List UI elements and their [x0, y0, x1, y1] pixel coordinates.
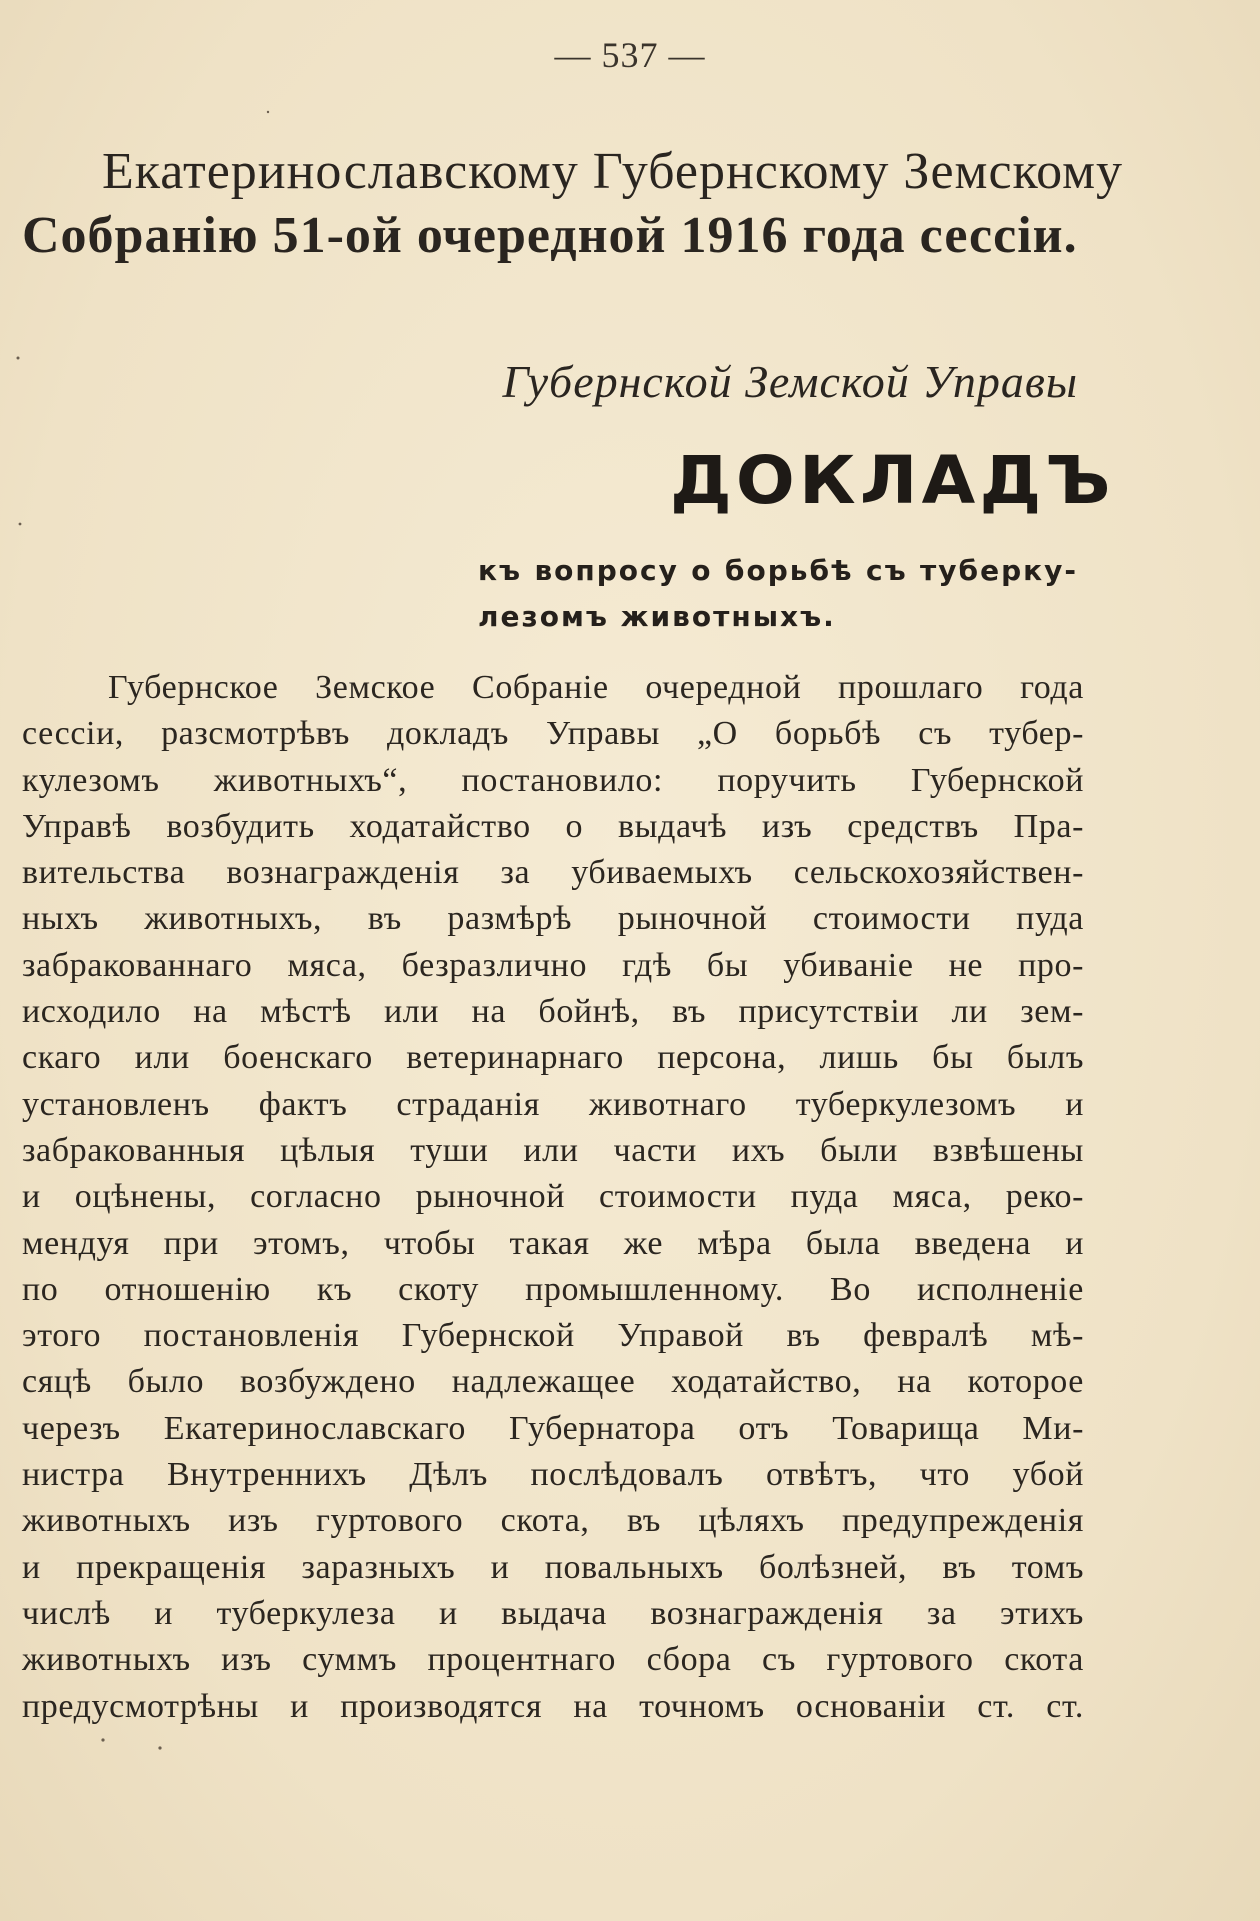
page-number: — 537 —	[554, 35, 706, 75]
body-line: Губернское Земское Собраніе очередной прошлаго года	[108, 669, 1084, 706]
body-line: и прекращенія заразныхъ и повальныхъ болѣзней, въ томъ	[22, 1548, 1084, 1586]
subtitle-line-1: къ вопросу о борьбѣ съ туберку-	[478, 554, 1078, 587]
body-line: ныхъ животныхъ, въ размѣрѣ рыночной стоимости пуда	[22, 900, 1084, 938]
body-line: сяцѣ было возбуждено надлежащее ходатайство, на которое	[22, 1363, 1084, 1401]
body-line: и оцѣнены, согласно рыночной стоимости пуда мяса, реко-	[22, 1178, 1084, 1216]
report-title: ДОКЛАДЪ	[670, 442, 1115, 519]
board-name: Губернской Земской Управы	[502, 356, 1078, 407]
body-line: сессіи, разсмотрѣвъ докладъ Управы „О борьбѣ съ тубер-	[22, 715, 1084, 753]
body-text	[22, 665, 1084, 1730]
body-line: числѣ и туберкулеза и выдача вознагражденія за этихъ	[22, 1594, 1084, 1632]
body-line: этого постановленія Губернской Управой въ февралѣ мѣ-	[22, 1317, 1084, 1355]
body-line: нистра Внутреннихъ Дѣлъ послѣдовалъ отвѣтъ, что убой	[22, 1456, 1084, 1494]
body-line: забракованныя цѣлыя туши или части ихъ были взвѣшены	[22, 1131, 1084, 1169]
body-line: животныхъ изъ гуртового скота, въ цѣляхъ предупрежденія	[22, 1502, 1084, 1540]
body-line: кулезомъ животныхъ“, постановило: поручить Губернской	[22, 761, 1084, 799]
report-subtitle	[478, 548, 1078, 640]
heading-line-2: Собранію 51-ой очередной 1916 года сессіи.	[22, 207, 1078, 264]
subtitle-line-2: лезомъ животныхъ.	[478, 600, 836, 633]
body-line: забракованнаго мяса, безразлично гдѣ бы убиваніе не про-	[22, 946, 1084, 984]
body-line: мендуя при этомъ, чтобы такая же мѣра была введена и	[22, 1224, 1084, 1262]
body-line: скаго или боенскаго ветеринарнаго персона, лишь бы былъ	[22, 1039, 1084, 1077]
body-line: исходило на мѣстѣ или на бойнѣ, въ присутствіи ли зем-	[22, 993, 1084, 1031]
body-line: животныхъ изъ суммъ процентнаго сбора съ гуртового скота	[22, 1641, 1084, 1679]
body-line: Управѣ возбудить ходатайство о выдачѣ изъ средствъ Пра-	[22, 807, 1084, 845]
document-heading	[22, 140, 1124, 268]
body-line: по отношенію къ скоту промышленному. Во исполненіе	[22, 1270, 1084, 1308]
body-line: черезъ Екатеринославскаго Губернатора отъ Товарища Ми-	[22, 1409, 1084, 1447]
body-line: предусмотрѣны и производятся на точномъ основаніи ст. ст.	[22, 1687, 1084, 1725]
body-line: вительства вознагражденія за убиваемыхъ сельскохозяйствен-	[22, 854, 1084, 892]
body-line: установленъ фактъ страданія животнаго туберкулезомъ и	[22, 1085, 1084, 1123]
heading-line-1: Екатеринославскому Губернскому Земскому	[102, 143, 1124, 200]
